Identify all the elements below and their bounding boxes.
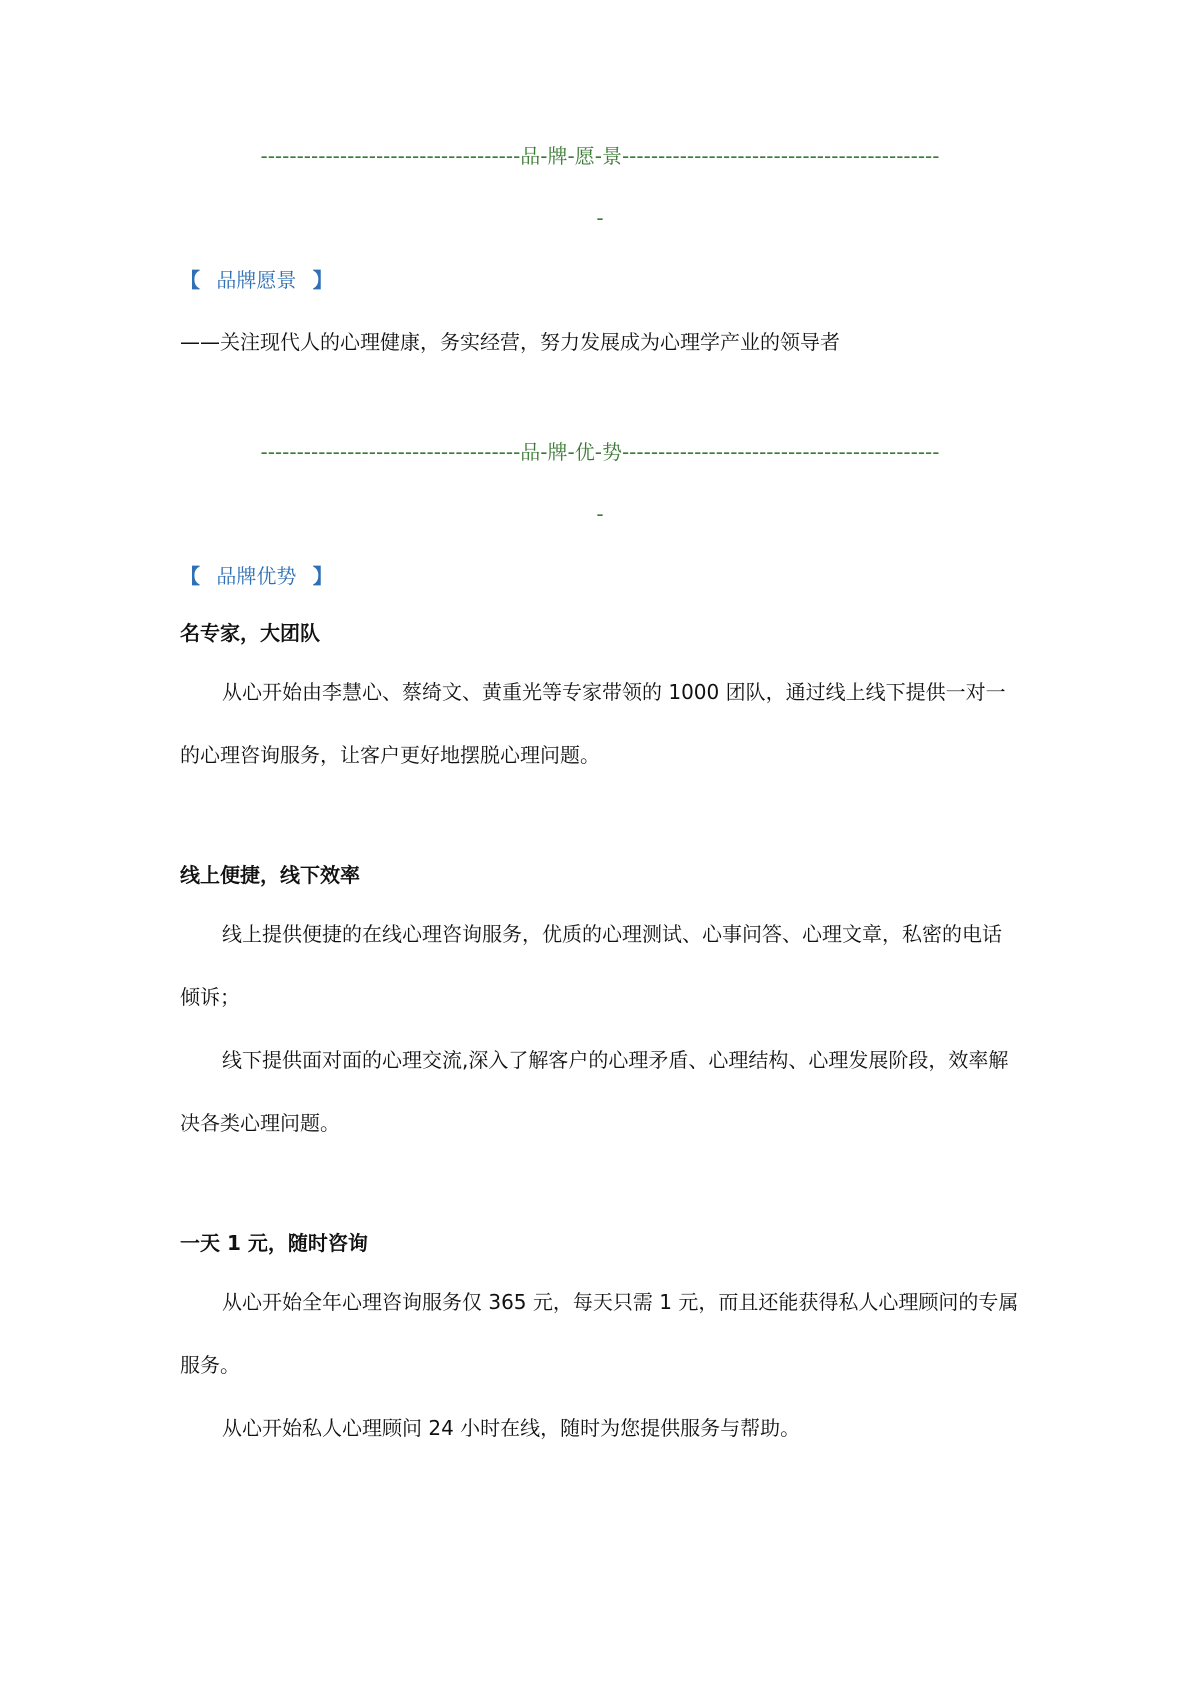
document-content <box>180 140 1020 1460</box>
label-open-bracket: 【 <box>180 268 200 292</box>
label-close-bracket: 】 <box>312 564 333 588</box>
vision-divider-tail: - <box>596 206 604 230</box>
advantage-divider: ------------------------------------品-牌-优-势-------------------------------------------- <box>260 440 940 464</box>
advantage-heading-price: 一天 1 元，随时咨询 <box>180 1231 368 1255</box>
label-close-bracket: 】 <box>312 268 333 292</box>
advantage-heading-online-offline: 线上便捷，线下效率 <box>180 863 360 887</box>
advantage-section-label <box>180 560 1020 592</box>
vision-divider: ------------------------------------品-牌-愿-景-------------------------------------------- <box>260 144 940 168</box>
vision-section-label <box>180 264 1020 296</box>
vision-statement: ——关注现代人的心理健康，务实经营，努力发展成为心理学产业的领导者 <box>180 330 840 354</box>
label-open-bracket: 【 <box>180 564 200 588</box>
advantage-paragraph: 从心开始全年心理咨询服务仅 365 元，每天只需 1 元，而且还能获得私人心理顾问的专属服务。 <box>180 1290 1019 1377</box>
advantage-divider-tail: - <box>596 502 604 526</box>
advantage-paragraph: 线上提供便捷的在线心理咨询服务，优质的心理测试、心事问答、心理文章，私密的电话倾诉； <box>180 922 1002 1009</box>
advantage-heading-experts: 名专家，大团队 <box>180 621 320 645</box>
advantage-paragraph: 从心开始私人心理顾问 24 小时在线，随时为您提供服务与帮助。 <box>222 1416 801 1440</box>
advantage-paragraph: 线下提供面对面的心理交流,深入了解客户的心理矛盾、心理结构、心理发展阶段，效率解决各类心理问题。 <box>180 1048 1009 1135</box>
advantage-label-text: 品牌优势 <box>216 564 297 588</box>
vision-label-text: 品牌愿景 <box>216 268 297 292</box>
advantage-paragraph: 从心开始由李慧心、蔡绮文、黄重光等专家带领的 1000 团队，通过线上线下提供一对一的心理咨询服务，让客户更好地摆脱心理问题。 <box>180 680 1006 767</box>
